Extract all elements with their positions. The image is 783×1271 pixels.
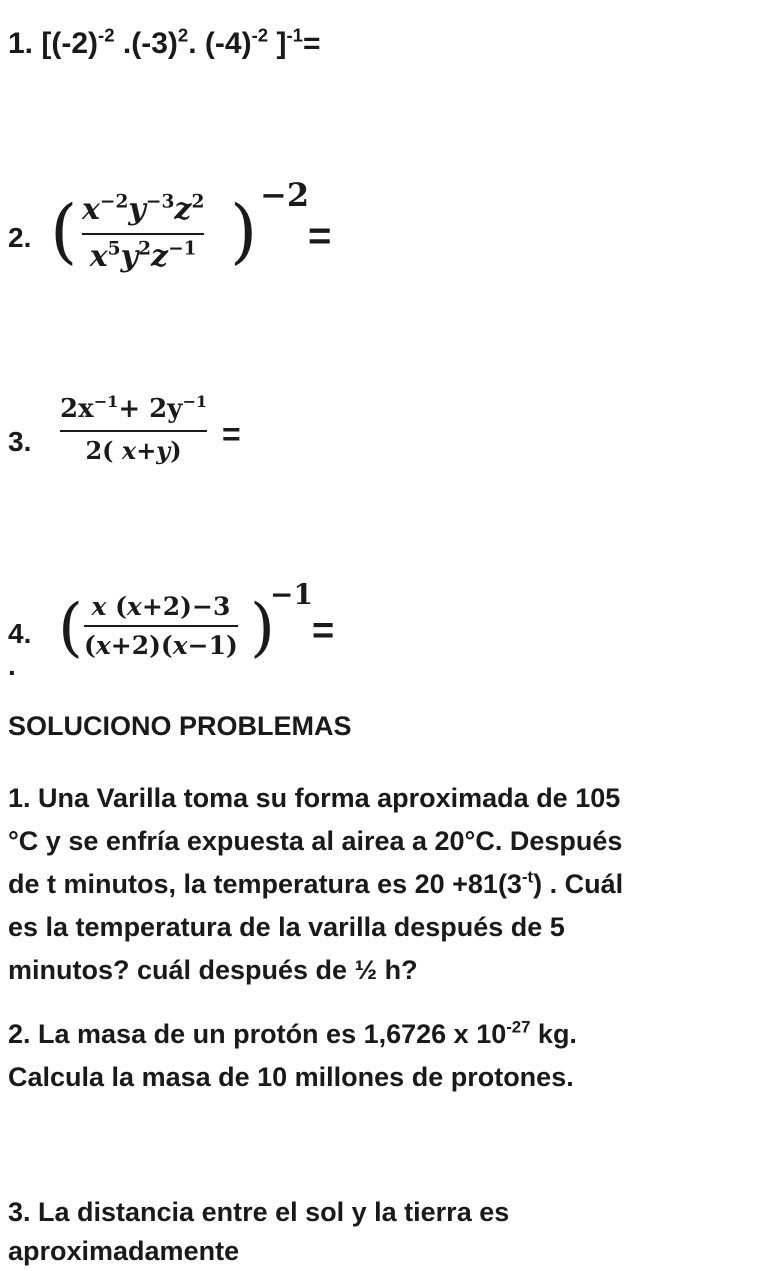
exercise-1 <box>8 24 321 64</box>
left-paren: ( <box>50 190 78 272</box>
exercise-4-equals: = <box>312 610 335 652</box>
problem-2-line: 2. La masa de un protón es 1,6726 x $10^{-27}$ kg. <box>8 1017 577 1049</box>
problem-1-line: °C y se enfría expuesta al airea a 20°C. Después <box>8 826 623 856</box>
exercise-4-outer-exponent: −1 <box>270 578 313 611</box>
fraction-denominator: $x^5y^2z^{-1}$ <box>89 238 197 274</box>
problem-1-line: minutos? cuál después de ½ h? <box>8 955 418 985</box>
right-paren: ) <box>230 190 258 272</box>
fraction-bar <box>60 430 207 432</box>
fraction-denominator: 2( x+y) <box>85 436 182 465</box>
exercise-2-outer-exponent: −2 <box>260 176 310 214</box>
problem-1-line: 1. Una Varilla toma su forma aproximada de 105 <box>8 783 621 813</box>
fraction-bar <box>84 625 238 627</box>
exercise-1-expression: [$(-2)^{-2}$ $.(-3)^2$. $(-4)^{-2}$ ]$^{-1}$= <box>41 24 321 60</box>
fraction-numerator: $2x^{-1}+ 2y^{-1}$ <box>60 392 208 424</box>
fraction-bar <box>82 233 204 235</box>
problem-1-line: de t minutos, la temperatura es $20 +81(3^{-t})$ . Cuál <box>8 867 624 899</box>
exercise-2-equals: = <box>308 214 332 258</box>
problem-1 <box>8 777 768 992</box>
fraction-numerator: x (x+2)−3 <box>91 592 231 621</box>
exercise-2-fraction <box>82 192 204 274</box>
section-title: SOLUCIONO PROBLEMAS <box>8 711 352 741</box>
left-paren: ( <box>58 591 83 665</box>
right-paren: ) <box>250 591 275 665</box>
exercise-3-fraction <box>60 394 207 465</box>
exercise-1-number: 1. <box>8 27 34 60</box>
problem-3 <box>8 1193 768 1271</box>
exercise-4-number: 4. . <box>8 618 32 681</box>
problem-2-line: Calcula la masa de 10 millones de protones. <box>8 1062 574 1092</box>
exercise-4-fraction <box>84 592 238 660</box>
fraction-numerator: $x^{-2}y^{-3}z^2$ <box>82 191 205 227</box>
fraction-denominator: (x+2)(x−1) <box>84 631 238 660</box>
problem-3-line: 3. La distancia entre el sol y la tierra es <box>8 1197 510 1227</box>
problem-2 <box>8 1013 768 1099</box>
exercise-3-equals: = <box>222 416 241 452</box>
exercise-3-number: 3. <box>8 426 32 457</box>
exercise-2-number: 2. <box>8 222 32 253</box>
problem-3-line: aproximadamente <box>8 1236 240 1266</box>
problem-1-line: es la temperatura de la varilla después de 5 <box>8 912 565 942</box>
